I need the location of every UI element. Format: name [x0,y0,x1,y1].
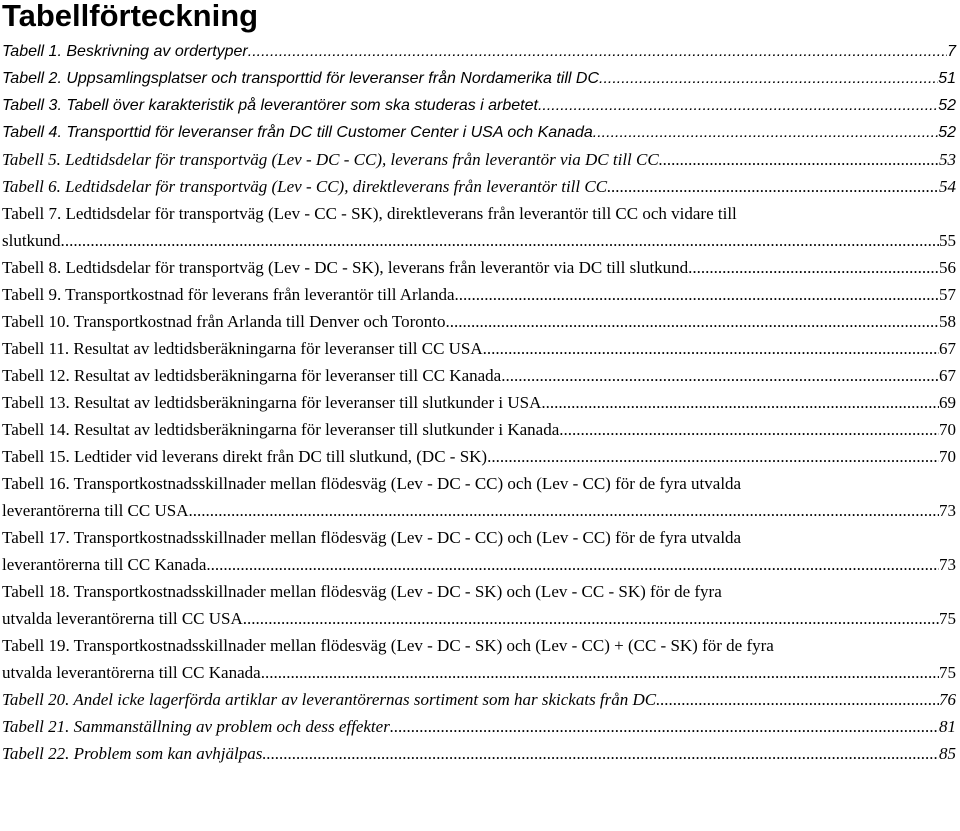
toc-entry-line [2,119,956,146]
toc-page-number: 76 [939,690,956,709]
toc-entry-title: Tabell 7. Ledtidsdelar för transportväg (Lev - CC - SK), direktleverans från leverantör till CC och vidare till [2,204,737,223]
dot-leader [390,713,939,740]
toc-entry-title: Tabell 12. Resultat av ledtidsberäkningarna för leveranser till CC Kanada [2,366,502,385]
toc-page-number: 57 [939,285,956,304]
toc-entry[interactable] [2,524,956,578]
dot-leader [248,38,947,65]
toc-entry[interactable] [2,65,956,92]
toc-entry-title: Tabell 20. Andel icke lagerförda artiklar av leverantörernas sortiment som har skickats från DC [2,690,657,709]
toc-page-number: 75 [939,609,956,628]
toc-entry-title: slutkund. [2,231,65,250]
toc-page-number: 70 [939,420,956,439]
toc-entry[interactable] [2,119,956,146]
toc-entry[interactable] [2,470,956,524]
toc-entry-line [2,578,956,605]
toc-entry-line [2,227,956,254]
dot-leader [487,443,939,470]
toc-entry[interactable] [2,362,956,389]
dot-leader [564,416,939,443]
dot-leader [599,65,938,92]
toc-page-number: 52 [938,97,956,114]
toc-entry[interactable] [2,416,956,443]
toc-entry-title: Tabell 5. Ledtidsdelar för transportväg (Lev - DC - CC), leverans från leverantör via DC till CC [2,150,659,169]
toc-entry-line [2,92,956,119]
toc-entry-title: Tabell 18. Transportkostnadsskillnader mellan flödesväg (Lev - DC - SK) och (Lev - CC - SK) för de fyra [2,582,722,601]
toc-page-number: 85 [939,744,956,763]
toc-entry[interactable] [2,686,956,713]
toc-entry-line [2,443,956,470]
dot-leader [247,605,939,632]
dot-leader [445,308,939,335]
table-of-contents [2,38,956,767]
dot-leader [538,92,938,119]
toc-entry-title: Tabell 1. Beskrivning av ordertyper [2,43,248,60]
toc-entry-line [2,551,956,578]
toc-page-number: 70 [939,447,956,466]
toc-entry[interactable] [2,713,956,740]
toc-entry-line [2,524,956,551]
dot-leader [193,497,939,524]
toc-entry-title: Tabell 11. Resultat av ledtidsberäkningarna för leveranser till CC USA [2,339,483,358]
toc-entry-title: Tabell 14. Resultat av ledtidsberäkningarna för leveranser till slutkunder i Kanada. [2,420,564,439]
toc-page-number: 53 [939,150,956,169]
toc-entry-title: Tabell 3. Tabell över karakteristik på leverantörer som ska studeras i arbetet [2,97,538,114]
dot-leader [206,551,939,578]
toc-entry[interactable] [2,146,956,173]
dot-leader [262,740,939,767]
toc-entry[interactable] [2,308,956,335]
toc-entry-line [2,686,956,713]
toc-entry-line [2,308,956,335]
toc-entry[interactable] [2,740,956,767]
page-title: Tabellförteckning [2,0,259,33]
toc-page-number: 67 [939,339,956,358]
toc-entry[interactable] [2,632,956,686]
dot-leader [688,254,939,281]
toc-entry-title: Tabell 6. Ledtidsdelar för transportväg (Lev - CC), direktleverans från leverantör till CC [2,177,608,196]
toc-entry-title: Tabell 22. Problem som kan avhjälpas [2,744,263,763]
toc-page-number: 73 [939,501,956,520]
toc-page-number: 67 [939,366,956,385]
toc-entry-title: Tabell 2. Uppsamlingsplatser och transporttid för leveranser från Nordamerika till DC [2,70,599,87]
toc-entry[interactable] [2,281,956,308]
toc-entry-title: leverantörerna till CC USA. [2,501,193,520]
toc-entry-title: Tabell 9. Transportkostnad för leverans från leverantör till Arlanda [2,285,455,304]
toc-entry-title: utvalda leverantörerna till CC Kanada [2,663,261,682]
toc-entry-title: Tabell 17. Transportkostnadsskillnader mellan flödesväg (Lev - DC - CC) och (Lev - CC) för de fyra utvalda [2,528,742,547]
dot-leader [65,227,939,254]
toc-entry-title: Tabell 4. Transporttid för leveranser från DC till Customer Center i USA och Kanada [2,124,593,141]
toc-page-number: 69 [939,393,956,412]
dot-leader [593,119,938,146]
toc-entry-line [2,173,956,200]
toc-entry-line [2,65,956,92]
dot-leader [656,686,939,713]
toc-entry-line [2,281,956,308]
toc-entry-line [2,254,956,281]
toc-page-number: 52 [938,124,956,141]
toc-entry-line [2,470,956,497]
toc-entry-line [2,605,956,632]
toc-page-number: 51 [938,70,956,87]
toc-entry-line [2,740,956,767]
toc-page-number: 54 [939,177,956,196]
toc-page-number: 55 [939,231,956,250]
dot-leader [607,173,939,200]
dot-leader [261,659,939,686]
toc-page-number: 58 [939,312,956,331]
toc-entry-line [2,416,956,443]
toc-page-number: 56 [939,258,956,277]
toc-entry-title: Tabell 13. Resultat av ledtidsberäkningarna för leveranser till slutkunder i USA [2,393,542,412]
toc-entry-line [2,659,956,686]
dot-leader [659,146,939,173]
toc-entry[interactable] [2,578,956,632]
toc-entry-line [2,713,956,740]
toc-entry-title: Tabell 8. Ledtidsdelar för transportväg (Lev - DC - SK), leverans från leverantör via DC till slutkund [2,258,689,277]
toc-entry[interactable] [2,335,956,362]
toc-entry[interactable] [2,173,956,200]
toc-page-number: 75 [939,663,956,682]
toc-page-number: 81 [939,717,956,736]
toc-entry-line [2,362,956,389]
toc-entry[interactable] [2,92,956,119]
toc-entry-title: Tabell 16. Transportkostnadsskillnader mellan flödesväg (Lev - DC - CC) och (Lev - CC) för de fyra utvalda [2,474,742,493]
toc-entry-title: utvalda leverantörerna till CC USA. [2,609,248,628]
toc-page-number: 7 [947,43,956,60]
toc-entry-line [2,632,956,659]
toc-entry[interactable] [2,389,956,416]
toc-entry[interactable] [2,38,956,65]
toc-entry-line [2,335,956,362]
toc-entry-line [2,200,956,227]
toc-entry-line [2,497,956,524]
toc-entry-title: Tabell 19. Transportkostnadsskillnader mellan flödesväg (Lev - DC - SK) och (Lev - CC) + (CC - SK) för de fyra [2,636,774,655]
dot-leader [501,362,939,389]
toc-entry[interactable] [2,200,956,254]
toc-entry[interactable] [2,254,956,281]
toc-entry-line [2,38,956,65]
toc-entry-title: Tabell 10. Transportkostnad från Arlanda till Denver och Toronto [2,312,446,331]
toc-entry[interactable] [2,443,956,470]
dot-leader [483,335,939,362]
toc-entry-title: leverantörerna till CC Kanada [2,555,207,574]
dot-leader [541,389,939,416]
toc-entry-line [2,146,956,173]
dot-leader [455,281,940,308]
toc-entry-title: Tabell 21. Sammanställning av problem och dess effekter [2,717,390,736]
toc-entry-title: Tabell 15. Ledtider vid leverans direkt från DC till slutkund, (DC - SK) [2,447,488,466]
toc-entry-line [2,389,956,416]
toc-page-number: 73 [939,555,956,574]
